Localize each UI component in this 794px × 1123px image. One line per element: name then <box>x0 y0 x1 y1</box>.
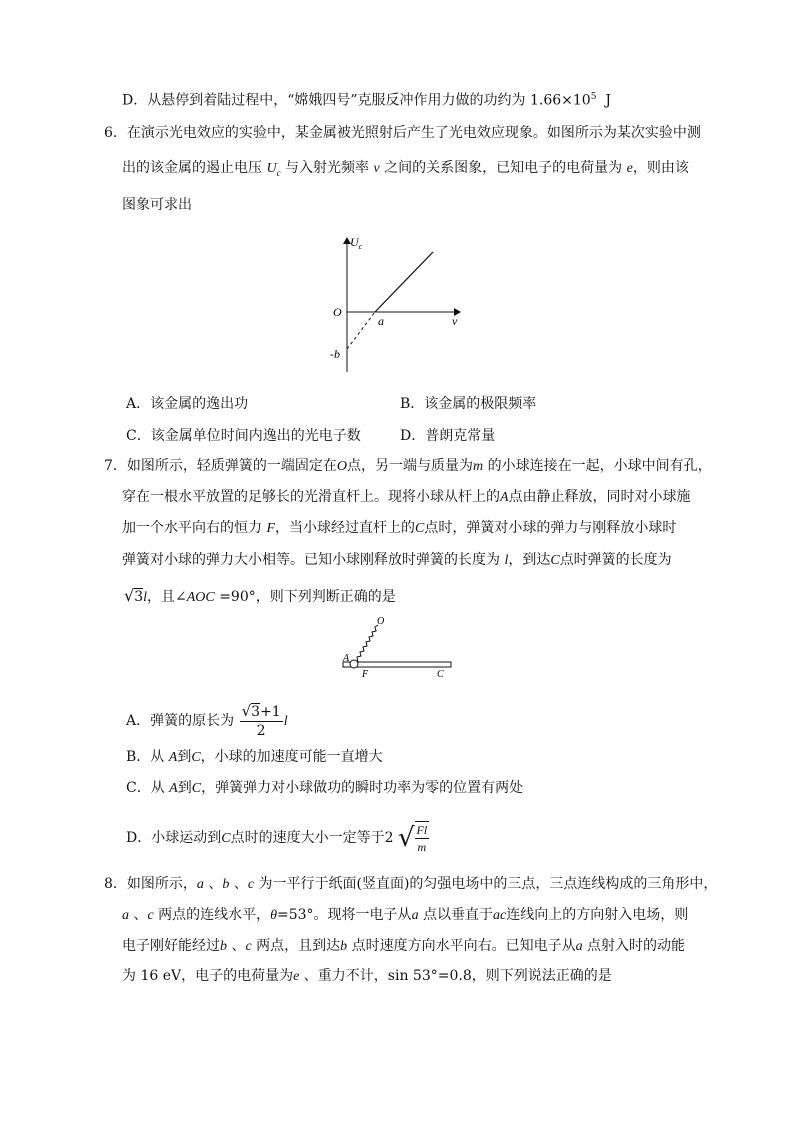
q6-var-u-sub: c <box>276 167 281 178</box>
q6-var-u: U <box>266 161 277 176</box>
q8-var-a: a <box>575 939 583 954</box>
q8-text: 电子刚好能经过 <box>122 938 220 954</box>
q7-sqrt-num: 3 <box>134 589 144 605</box>
q6-text: 出的该金属的遏止电压 <box>122 160 267 176</box>
q7-var-a: A <box>500 490 509 505</box>
q7-text: 到 <box>177 749 192 765</box>
q7-opt-a-plus: +1 <box>260 704 281 720</box>
q7-text: 到 <box>177 780 192 796</box>
q7-text: =90°，则下列判断正确的是 <box>214 589 396 605</box>
q7-text: ，且∠ <box>147 589 187 605</box>
q7-line3 <box>122 518 676 539</box>
q7-rod <box>343 662 451 667</box>
q7-var-a: A <box>168 750 178 765</box>
q8-text: 、重力不计，sin 53°=0.8，则下列说法正确的是 <box>299 968 612 984</box>
q6-line1 <box>104 123 701 143</box>
q6-option-a: A．该金属的逸出功 <box>126 396 249 412</box>
q7-text: 点时的速度大小一定等于 <box>230 830 385 846</box>
q8-text: 为一平行于纸面(竖直面)的匀强电场中的三点，三点连线构成的三角形中， <box>254 876 718 892</box>
q7-sqrt3: √3 <box>124 586 144 605</box>
q6-option-d: D．普朗克常量 <box>400 428 496 444</box>
q6-x-intercept: a <box>378 314 384 328</box>
q7-ball <box>350 660 358 668</box>
q7-label-a: A <box>343 653 350 664</box>
q7-opt-d-den: m <box>417 840 427 854</box>
q7-line4 <box>122 550 672 571</box>
q7-label-o: O <box>377 616 385 627</box>
q8-line4 <box>122 966 612 987</box>
q8-var-c: c <box>245 939 252 954</box>
q7-var-a: A <box>169 781 178 796</box>
q7-text: 加一个水平向右的恒力 <box>122 520 267 536</box>
q7-text: 点，另一端与质量为 <box>347 458 474 474</box>
q5-exponent: 5 <box>590 92 597 102</box>
q6-dashed-line <box>347 312 375 349</box>
q8-line2 <box>122 905 688 926</box>
q7-text: B．从 <box>126 749 169 765</box>
q6-var-e: e <box>626 161 633 176</box>
q8-var-a: a <box>411 908 419 923</box>
q8-text: 、 <box>129 907 148 923</box>
q7-label-f: F <box>362 669 369 680</box>
q7-var-c: C <box>221 831 231 846</box>
q7-text: ，弹簧弹力对小球做功的瞬时功率为零的位置有两处 <box>201 780 524 796</box>
q8-text: 点以垂直于 <box>418 907 494 923</box>
q8-text: =53°。现将一电子从 <box>277 907 412 923</box>
q7-var-l: l <box>504 553 509 568</box>
q7-text: 点由静止释放，同时对小球施 <box>508 489 691 505</box>
q7-text: 的小球连接在一起，小球中间有孔， <box>483 458 712 474</box>
q8-var-a: a <box>196 877 204 892</box>
q8-line1 <box>104 874 717 895</box>
q5-option-d <box>122 87 611 111</box>
q6-text: ，则由该 <box>632 160 689 176</box>
q6-option-b: B．该金属的极限频率 <box>400 396 537 412</box>
q7-var-m: m <box>473 459 484 474</box>
q7-var-l: l <box>143 590 148 605</box>
q7-spring <box>354 625 378 662</box>
q6-text: 之间的关系图象，已知电子的电荷量为 <box>379 160 627 176</box>
q8-var-e: e <box>293 969 300 984</box>
q8-var-c: c <box>247 877 255 892</box>
q7-option-d <box>126 821 429 855</box>
q7-text: ，到达 <box>508 552 551 568</box>
q7-opt-d-coef: 2 <box>384 830 394 846</box>
q8-var-ac: ac <box>493 908 507 923</box>
q8-text: 、 <box>229 876 248 892</box>
q7-label-c: C <box>437 669 444 680</box>
q7-option-b <box>126 747 383 768</box>
q8-var-a: a <box>122 908 129 923</box>
q6-line2 <box>122 158 689 183</box>
q7-line1 <box>104 456 712 477</box>
q7-option-c <box>126 778 523 799</box>
q8-text: 、 <box>227 938 246 954</box>
q8-text: 8．如图所示， <box>104 876 197 892</box>
q8-line3 <box>122 936 685 957</box>
q8-var-c: c <box>147 908 154 923</box>
q7-text: 7．如图所示，轻质弹簧的一端固定在 <box>104 458 337 474</box>
q8-text: 两点的连线水平， <box>153 907 271 923</box>
q6-number: 6． <box>104 125 127 141</box>
q7-opt-a-text: A．弹簧的原长为 <box>126 713 235 729</box>
q7-var-c: C <box>550 553 560 568</box>
q7-option-a <box>126 702 288 740</box>
q6-line3 <box>122 195 192 215</box>
q7-text: ，小球的加速度可能一直增大 <box>200 749 383 765</box>
q6-option-c: C．该金属单位时间内逸出的光电子数 <box>126 428 361 444</box>
q6-line3-text: 图象可求出 <box>122 197 192 213</box>
q8-var-b: b <box>220 939 227 954</box>
q7-text: C．从 <box>126 780 170 796</box>
q7-line2 <box>122 487 691 508</box>
q7-figure <box>335 615 460 680</box>
q7-var-o: O <box>336 459 348 474</box>
q6-y-intercept: -b <box>330 347 340 361</box>
q7-var-aoc: AOC <box>186 590 215 605</box>
q7-text: D．小球运动到 <box>126 830 222 846</box>
q6-solid-line <box>375 252 433 312</box>
q8-var-b: b <box>222 877 230 892</box>
q7-text: 穿在一根水平放置的足够长的光滑直杆上。现将小球从杆上的 <box>122 489 500 505</box>
q8-text: 为 16 eV，电子的电荷量为 <box>122 968 294 984</box>
q7-text: 点时弹簧的长度为 <box>559 552 672 568</box>
q8-var-theta: θ <box>270 908 278 923</box>
q8-text: 连线向上的方向射入电场，则 <box>506 907 689 923</box>
q5-option-d-text: D．从悬停到着陆过程中，“嫦娥四号”克服反冲作用力做的功约为 1.66×10 <box>122 92 591 109</box>
q8-text: 两点，且到达 <box>251 938 341 954</box>
q6-line1-text: 在演示光电效应的实验中，某金属被光照射后产生了光电效应现象。如图所示为某次实验中测 <box>126 125 701 141</box>
q7-opt-a-fraction: $\frac{√3+1}{2}$ <box>241 702 281 739</box>
q7-text: ，当小球经过直杆上的 <box>275 520 416 536</box>
q6-xlabel: ν <box>452 314 458 328</box>
q7-opt-d-num: Fl <box>416 823 428 837</box>
q7-opt-a-den: 2 <box>256 723 266 739</box>
q7-var-c: C <box>191 781 202 796</box>
q7-line5 <box>124 586 396 608</box>
q5-unit: J <box>605 92 611 109</box>
q7-text: 点时，弹簧对小球的弹力与刚释放小球时 <box>424 520 677 536</box>
q6-var-nu: ν <box>373 161 380 176</box>
q8-text: 点时速度方向水平向右。已知电子从 <box>347 938 576 954</box>
q7-var-c: C <box>191 750 201 765</box>
q7-var-f: F <box>266 521 276 536</box>
q6-text: 与入射光频率 <box>280 160 374 176</box>
q7-var-l: l <box>283 714 288 729</box>
q6-origin: O <box>333 305 342 319</box>
q6-graph <box>325 232 475 377</box>
q8-text: 、 <box>203 876 223 892</box>
q8-text: 点射入时的动能 <box>582 938 686 954</box>
q7-opt-a-sqrt: 3 <box>251 704 261 720</box>
q7-opt-d-sqrt: √ $\frac{Fl}{m}$ <box>397 823 428 854</box>
q7-var-c: C <box>415 521 425 536</box>
q6-ylabel: $U_c$ <box>350 235 363 251</box>
q8-var-b: b <box>340 939 348 954</box>
q7-text: 弹簧对小球的弹力大小相等。已知小球刚释放时弹簧的长度为 <box>122 552 505 568</box>
